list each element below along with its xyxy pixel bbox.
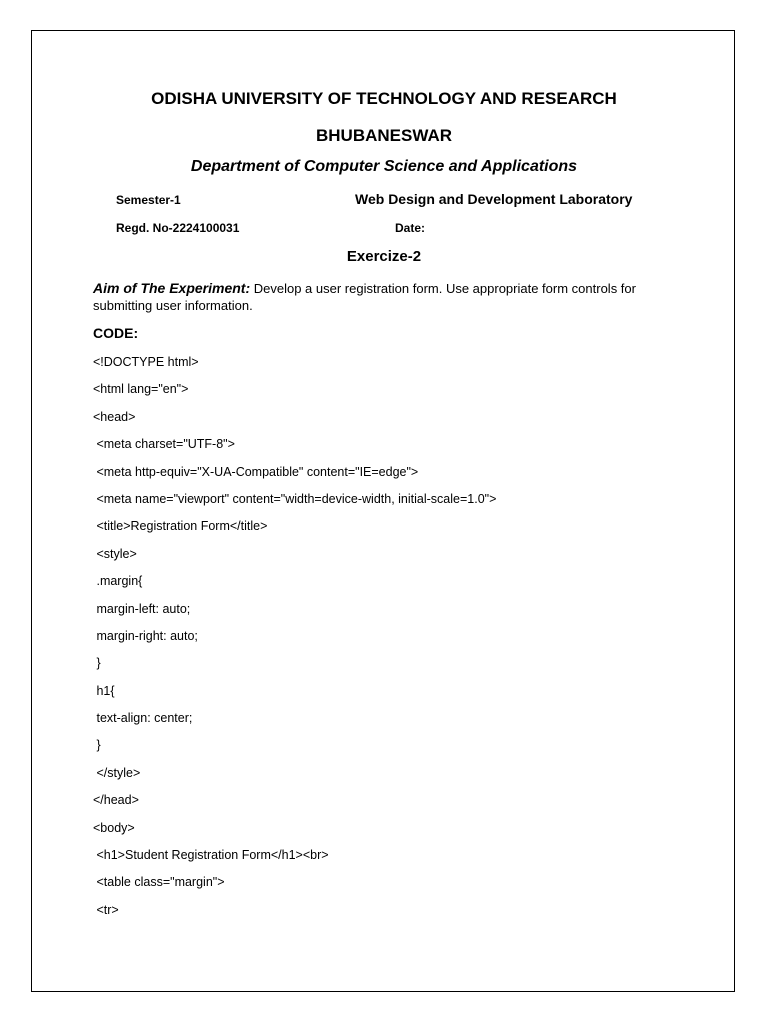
code-line: <!DOCTYPE html> bbox=[93, 355, 199, 369]
aim-label: Aim of The Experiment: bbox=[93, 280, 251, 296]
code-listing bbox=[93, 354, 496, 929]
aim-text: Develop a user registration form. Use appropriate form controls for submitting user information. bbox=[93, 281, 636, 313]
code-line: margin-right: auto; bbox=[93, 628, 198, 643]
regd-number: Regd. No-2224100031 bbox=[116, 221, 240, 235]
date-label: Date: bbox=[395, 221, 426, 235]
exercise-title: Exercize-2 bbox=[346, 248, 422, 265]
code-line: <title>Registration Form</title> bbox=[93, 519, 268, 534]
code-heading: CODE: bbox=[93, 325, 139, 341]
code-line: <head> bbox=[93, 409, 136, 424]
semester-label: Semester-1 bbox=[116, 193, 181, 207]
code-line: } bbox=[93, 738, 101, 753]
lab-name: Web Design and Development Laboratory bbox=[355, 191, 633, 207]
code-line: <h1>Student Registration Form</h1><br> bbox=[93, 848, 329, 863]
code-line: } bbox=[93, 656, 101, 671]
city-title: BHUBANESWAR bbox=[316, 126, 452, 145]
code-line: <style> bbox=[93, 546, 137, 561]
code-line: <meta http-equiv="X-UA-Compatible" content="IE=edge"> bbox=[93, 464, 419, 479]
code-line: </style> bbox=[93, 765, 141, 780]
code-line: .margin{ bbox=[93, 574, 143, 589]
university-title: ODISHA UNIVERSITY OF TECHNOLOGY AND RESEARCH bbox=[151, 89, 617, 108]
code-line: text-align: center; bbox=[93, 711, 193, 726]
code-line: <meta charset="UTF-8"> bbox=[93, 437, 235, 452]
department-title: Department of Computer Science and Applications bbox=[190, 158, 578, 175]
code-line: <html lang="en"> bbox=[93, 382, 189, 397]
code-line: h1{ bbox=[93, 683, 115, 698]
code-line: <meta name="viewport" content="width=device-width, initial-scale=1.0"> bbox=[93, 491, 497, 506]
code-line: <body> bbox=[93, 820, 135, 835]
code-line: margin-left: auto; bbox=[93, 601, 191, 616]
code-line: <tr> bbox=[93, 902, 119, 917]
code-line: <table class="margin"> bbox=[93, 875, 225, 890]
code-line: </head> bbox=[93, 793, 139, 808]
aim-paragraph bbox=[93, 280, 673, 314]
